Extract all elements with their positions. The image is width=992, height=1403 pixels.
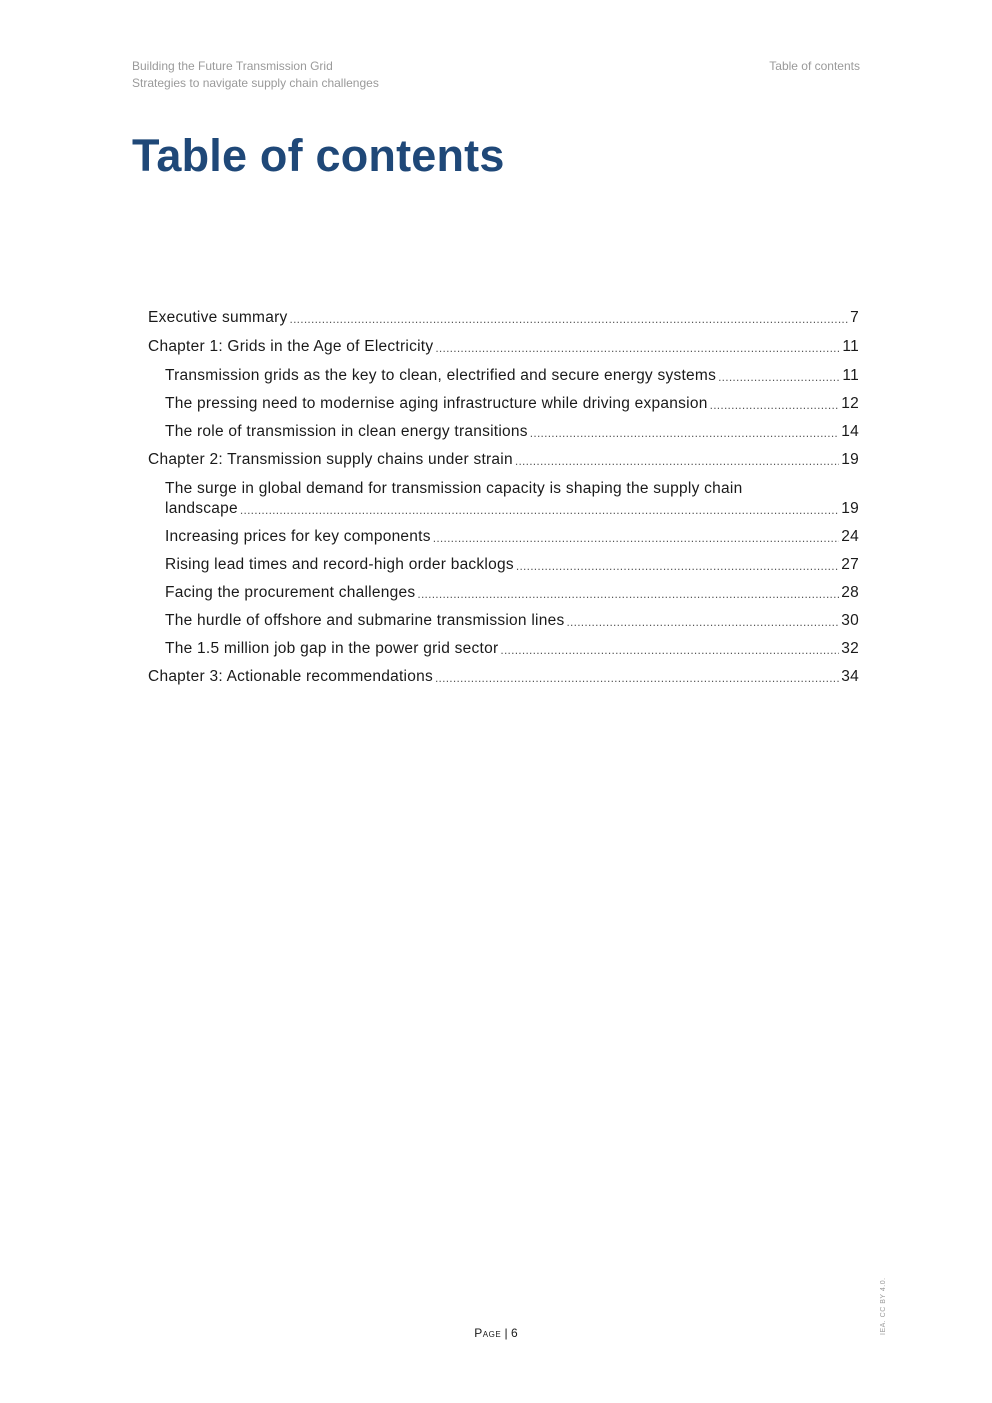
toc-leader-dots (417, 585, 839, 603)
toc-entry-label: The surge in global demand for transmission capacity is shaping the supply chain (165, 480, 743, 497)
toc-leader-dots (718, 368, 840, 386)
toc-entry-label: Chapter 2: Transmission supply chains under strain (148, 451, 513, 468)
toc-entry-procurement-challenges[interactable] (148, 583, 859, 603)
footer-page-word: Page (474, 1326, 502, 1340)
toc-entry-label: Increasing prices for key components (165, 528, 431, 545)
running-header-left (132, 58, 379, 92)
toc-entry-label: The role of transmission in clean energy transitions (165, 423, 528, 440)
toc-leader-dots (515, 452, 839, 470)
toc-leader-dots (566, 613, 839, 631)
toc-entry-label-tail: landscape (165, 500, 238, 517)
page-title: Table of contents (132, 130, 505, 181)
toc-leader-dots (710, 396, 840, 414)
toc-page-number: 11 (842, 338, 859, 355)
toc-entry-label: The 1.5 million job gap in the power grid sector (165, 640, 499, 657)
toc-leader-dots (289, 310, 848, 328)
toc-entry-chapter-2[interactable] (148, 450, 859, 470)
toc-page-number: 27 (841, 556, 859, 573)
toc-entry-job-gap[interactable] (148, 639, 859, 659)
toc-page-number: 12 (841, 395, 859, 412)
toc-leader-dots (435, 669, 839, 687)
toc-entry-role-of-transmission[interactable] (148, 422, 859, 442)
toc-entry-transmission-grids-key[interactable] (148, 366, 859, 386)
toc-leader-dots (530, 424, 839, 442)
footer-separator: | (504, 1326, 508, 1340)
toc-entry-label: Executive summary (148, 309, 288, 326)
toc-entry-label: Facing the procurement challenges (165, 584, 416, 601)
footer-page-number: 6 (511, 1326, 518, 1340)
toc-leader-dots (516, 557, 839, 575)
toc-entry-label: The pressing need to modernise aging infrastructure while driving expansion (165, 395, 708, 412)
toc-entry-pressing-need[interactable] (148, 394, 859, 414)
toc-entry-surge-in-demand[interactable] (148, 479, 859, 519)
toc-entry-label: Rising lead times and record-high order backlogs (165, 556, 514, 573)
toc-entry-label: Chapter 3: Actionable recommendations (148, 668, 433, 685)
toc-page-number: 30 (841, 612, 859, 629)
page-footer (0, 1326, 992, 1340)
toc-entry-label: Chapter 1: Grids in the Age of Electricity (148, 338, 434, 355)
toc-page-number: 11 (842, 367, 859, 384)
toc-page-number: 19 (841, 500, 859, 517)
toc-entry-offshore-submarine[interactable] (148, 611, 859, 631)
toc-entry-chapter-1[interactable] (148, 337, 859, 357)
toc-leader-dots (240, 501, 839, 519)
toc-entry-label-continued (165, 499, 859, 519)
toc-page-number: 34 (841, 668, 859, 685)
toc-entry-chapter-3[interactable] (148, 667, 859, 687)
toc-page-number: 28 (841, 584, 859, 601)
toc-entry-label: Transmission grids as the key to clean, electrified and secure energy systems (165, 367, 717, 384)
toc-entry-rising-lead-times[interactable] (148, 555, 859, 575)
toc-page-number: 19 (841, 451, 859, 468)
toc-page-number: 24 (841, 528, 859, 545)
toc-entry-increasing-prices[interactable] (148, 527, 859, 547)
toc-leader-dots (500, 641, 839, 659)
report-title: Building the Future Transmission Grid (132, 59, 333, 73)
toc-entry-executive-summary[interactable] (148, 308, 859, 328)
section-name: Table of contents (769, 59, 860, 73)
toc-page-number: 32 (841, 640, 859, 657)
toc-leader-dots (433, 529, 840, 547)
toc-page-number: 7 (850, 309, 859, 326)
table-of-contents (148, 308, 859, 696)
toc-page-number: 14 (841, 423, 859, 440)
toc-entry-label: The hurdle of offshore and submarine transmission lines (165, 612, 565, 629)
toc-leader-dots (435, 339, 840, 357)
running-header (132, 58, 860, 92)
report-subtitle: Strategies to navigate supply chain challenges (132, 76, 379, 90)
license-note: IEA. CC BY 4.0. (880, 1277, 887, 1335)
